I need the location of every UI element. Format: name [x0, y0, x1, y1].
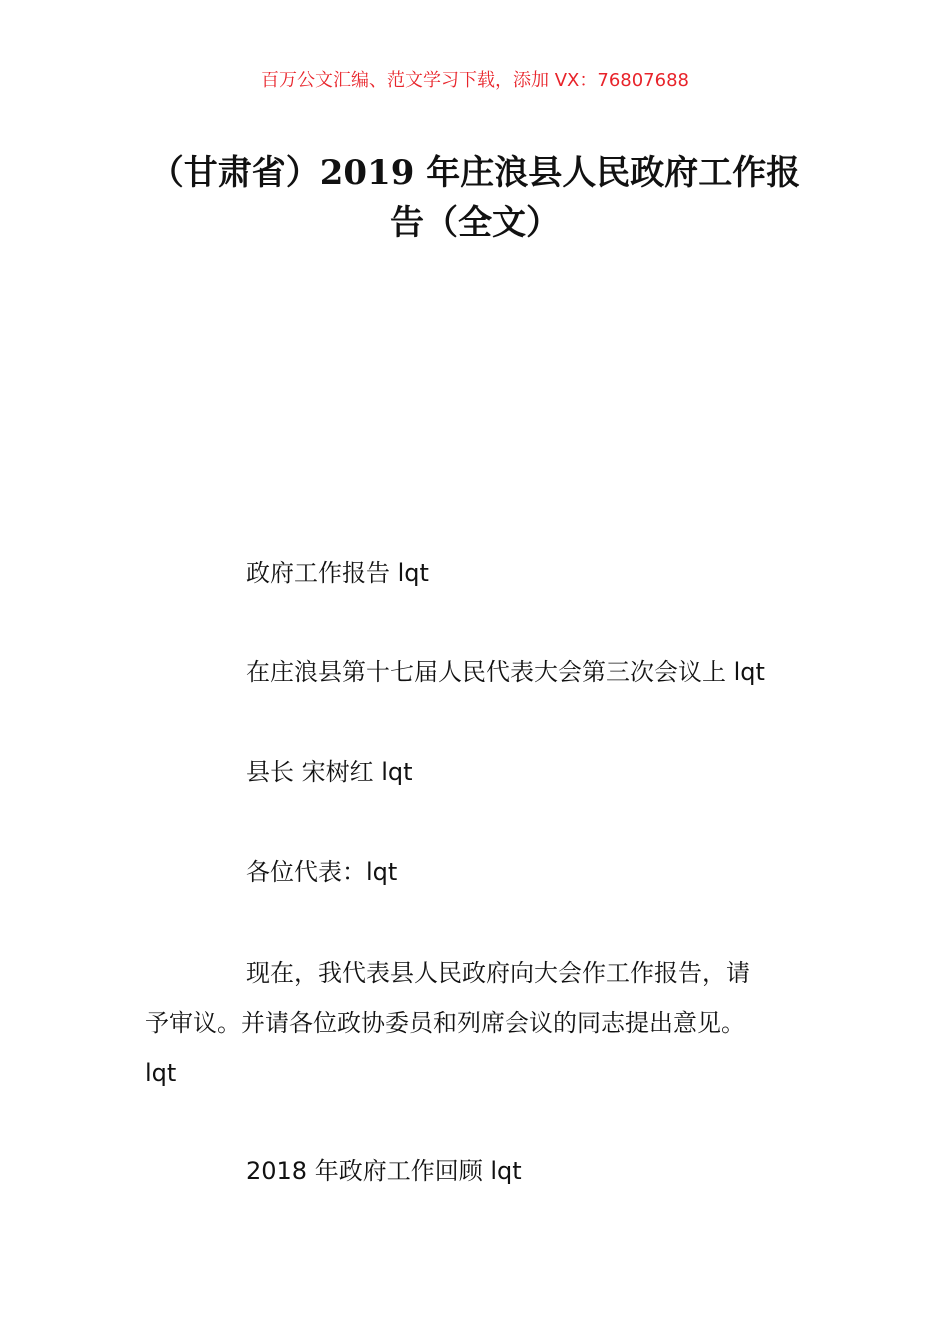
paragraph-text: 2018 年政府工作回顾 lqt [246, 1157, 522, 1185]
paragraph-text: 在庄浪县第十七届人民代表大会第三次会议上 lqt [246, 658, 765, 686]
title-line-2: 告（全文） [390, 203, 560, 243]
paragraph-text: 政府工作报告 lqt [246, 559, 429, 587]
header-notice: 百万公文汇编、范文学习下载，添加 VX：76807688 [261, 70, 689, 91]
paragraph-meeting [145, 648, 825, 696]
paragraph-salutation [145, 848, 825, 896]
paragraph-report-name [145, 549, 825, 597]
section-heading-review [145, 1147, 825, 1195]
paragraph-text: 各位代表：lqt [246, 858, 398, 886]
paragraph-line: 现在，我代表县人民政府向大会作工作报告，请 [246, 959, 750, 987]
paragraph-text: 县长 宋树红 lqt [246, 758, 413, 786]
paragraph-speaker [145, 748, 825, 796]
paragraph-opening [145, 948, 825, 1098]
title-line-1: （甘肃省）2019 年庄浪县人民政府工作报 [149, 153, 801, 193]
paragraph-line: lqt [145, 1059, 177, 1087]
document-title [140, 148, 810, 248]
paragraph-line: 予审议。并请各位政协委员和列席会议的同志提出意见。 [145, 1009, 745, 1037]
